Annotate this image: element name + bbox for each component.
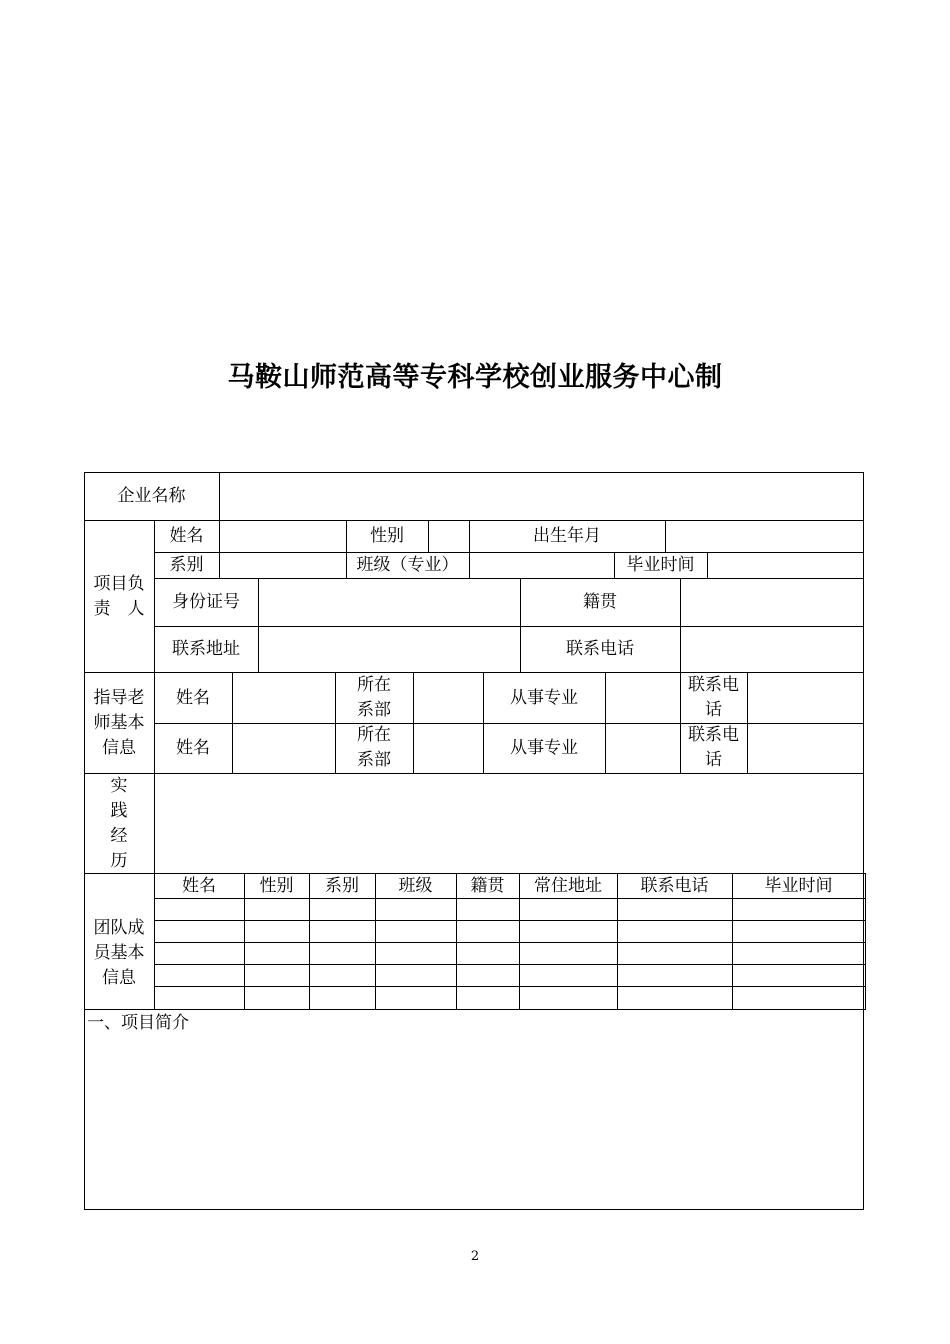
team-row[interactable] bbox=[155, 943, 865, 964]
team-row[interactable] bbox=[155, 899, 865, 920]
practice-field[interactable] bbox=[155, 774, 863, 873]
project-intro-field[interactable] bbox=[85, 1036, 863, 1209]
advisor1-phone-field[interactable] bbox=[748, 673, 863, 723]
team-row[interactable] bbox=[155, 965, 865, 986]
team-header-gender: 性别 bbox=[259, 876, 294, 896]
leader-birth-field[interactable] bbox=[666, 521, 863, 552]
advisor-section-label-2: 师基本 bbox=[93, 713, 145, 733]
team-header-native: 籍贯 bbox=[470, 876, 505, 896]
advisor1-major-label: 从事专业 bbox=[510, 688, 578, 708]
team-row[interactable] bbox=[155, 921, 865, 942]
advisor1-dept-label-2: 系部 bbox=[357, 700, 391, 720]
leader-section-label-2: 责 人 bbox=[93, 599, 145, 619]
leader-grad-field[interactable] bbox=[708, 553, 863, 578]
team-section-label-1: 团队成 bbox=[93, 918, 145, 938]
advisor2-dept-label-1: 所在 bbox=[357, 725, 391, 745]
leader-native-label: 籍贯 bbox=[583, 592, 617, 612]
team-header-dept: 系别 bbox=[325, 876, 359, 896]
team-section-label-3: 信息 bbox=[102, 968, 136, 988]
team-header-class: 班级 bbox=[398, 876, 433, 896]
practice-label-1: 实 bbox=[110, 776, 128, 796]
advisor1-dept-label-1: 所在 bbox=[357, 675, 391, 695]
advisor2-phone-label-1: 联系电 bbox=[688, 725, 739, 745]
advisor2-name-label: 姓名 bbox=[176, 738, 210, 758]
team-section-label-2: 员基本 bbox=[93, 943, 145, 963]
advisor1-name-field[interactable] bbox=[233, 673, 334, 723]
company-name-field[interactable] bbox=[220, 473, 863, 520]
advisor2-major-field[interactable] bbox=[606, 724, 679, 773]
team-row[interactable] bbox=[155, 987, 865, 1009]
leader-native-field[interactable] bbox=[681, 579, 863, 626]
leader-gender-field[interactable] bbox=[429, 521, 468, 552]
advisor2-dept-field[interactable] bbox=[414, 724, 482, 773]
team-header-phone: 联系电话 bbox=[640, 876, 709, 896]
advisor1-major-field[interactable] bbox=[606, 673, 679, 723]
leader-grad-label: 毕业时间 bbox=[626, 555, 695, 575]
practice-label-2: 践 bbox=[110, 801, 128, 821]
form-title: 马鞍山师范高等专科学校创业服务中心制 bbox=[227, 362, 723, 393]
leader-class-label: 班级（专业） bbox=[356, 555, 459, 575]
leader-dept-field[interactable] bbox=[220, 553, 345, 578]
practice-label-3: 经 bbox=[110, 826, 128, 846]
team-header-name: 姓名 bbox=[182, 876, 216, 896]
leader-phone-label: 联系电话 bbox=[566, 639, 634, 659]
advisor-section-label-1: 指导老 bbox=[93, 688, 145, 708]
advisor2-dept-label-2: 系部 bbox=[357, 750, 391, 770]
advisor1-dept-field[interactable] bbox=[414, 673, 482, 723]
advisor2-phone-label-2: 话 bbox=[705, 750, 722, 770]
leader-section-label-1: 项目负 bbox=[93, 574, 145, 594]
leader-phone-field[interactable] bbox=[681, 627, 863, 672]
team-header-address: 常住地址 bbox=[534, 876, 602, 896]
advisor2-phone-field[interactable] bbox=[748, 724, 863, 773]
advisor-section-label-3: 信息 bbox=[102, 738, 136, 758]
leader-name-label: 姓名 bbox=[169, 526, 204, 546]
advisor2-name-field[interactable] bbox=[233, 724, 334, 773]
leader-address-field[interactable] bbox=[259, 627, 519, 672]
leader-address-label: 联系地址 bbox=[172, 639, 240, 659]
advisor1-phone-label-1: 联系电 bbox=[688, 675, 739, 695]
advisor1-phone-label-2: 话 bbox=[705, 700, 722, 720]
practice-label-4: 历 bbox=[110, 851, 128, 871]
leader-dept-label: 系别 bbox=[169, 555, 204, 575]
advisor1-name-label: 姓名 bbox=[176, 688, 210, 708]
company-name-label: 企业名称 bbox=[117, 486, 186, 506]
page-number: 2 bbox=[470, 1249, 480, 1264]
leader-birth-label: 出生年月 bbox=[533, 526, 601, 546]
leader-class-field[interactable] bbox=[470, 553, 613, 578]
advisor2-major-label: 从事专业 bbox=[510, 738, 578, 758]
leader-gender-label: 性别 bbox=[370, 526, 404, 546]
leader-id-label: 身份证号 bbox=[172, 592, 240, 612]
leader-name-field[interactable] bbox=[220, 521, 345, 552]
leader-id-field[interactable] bbox=[259, 579, 519, 626]
project-intro-label: 一、项目简介 bbox=[87, 1013, 189, 1033]
team-header-grad: 毕业时间 bbox=[764, 876, 833, 896]
